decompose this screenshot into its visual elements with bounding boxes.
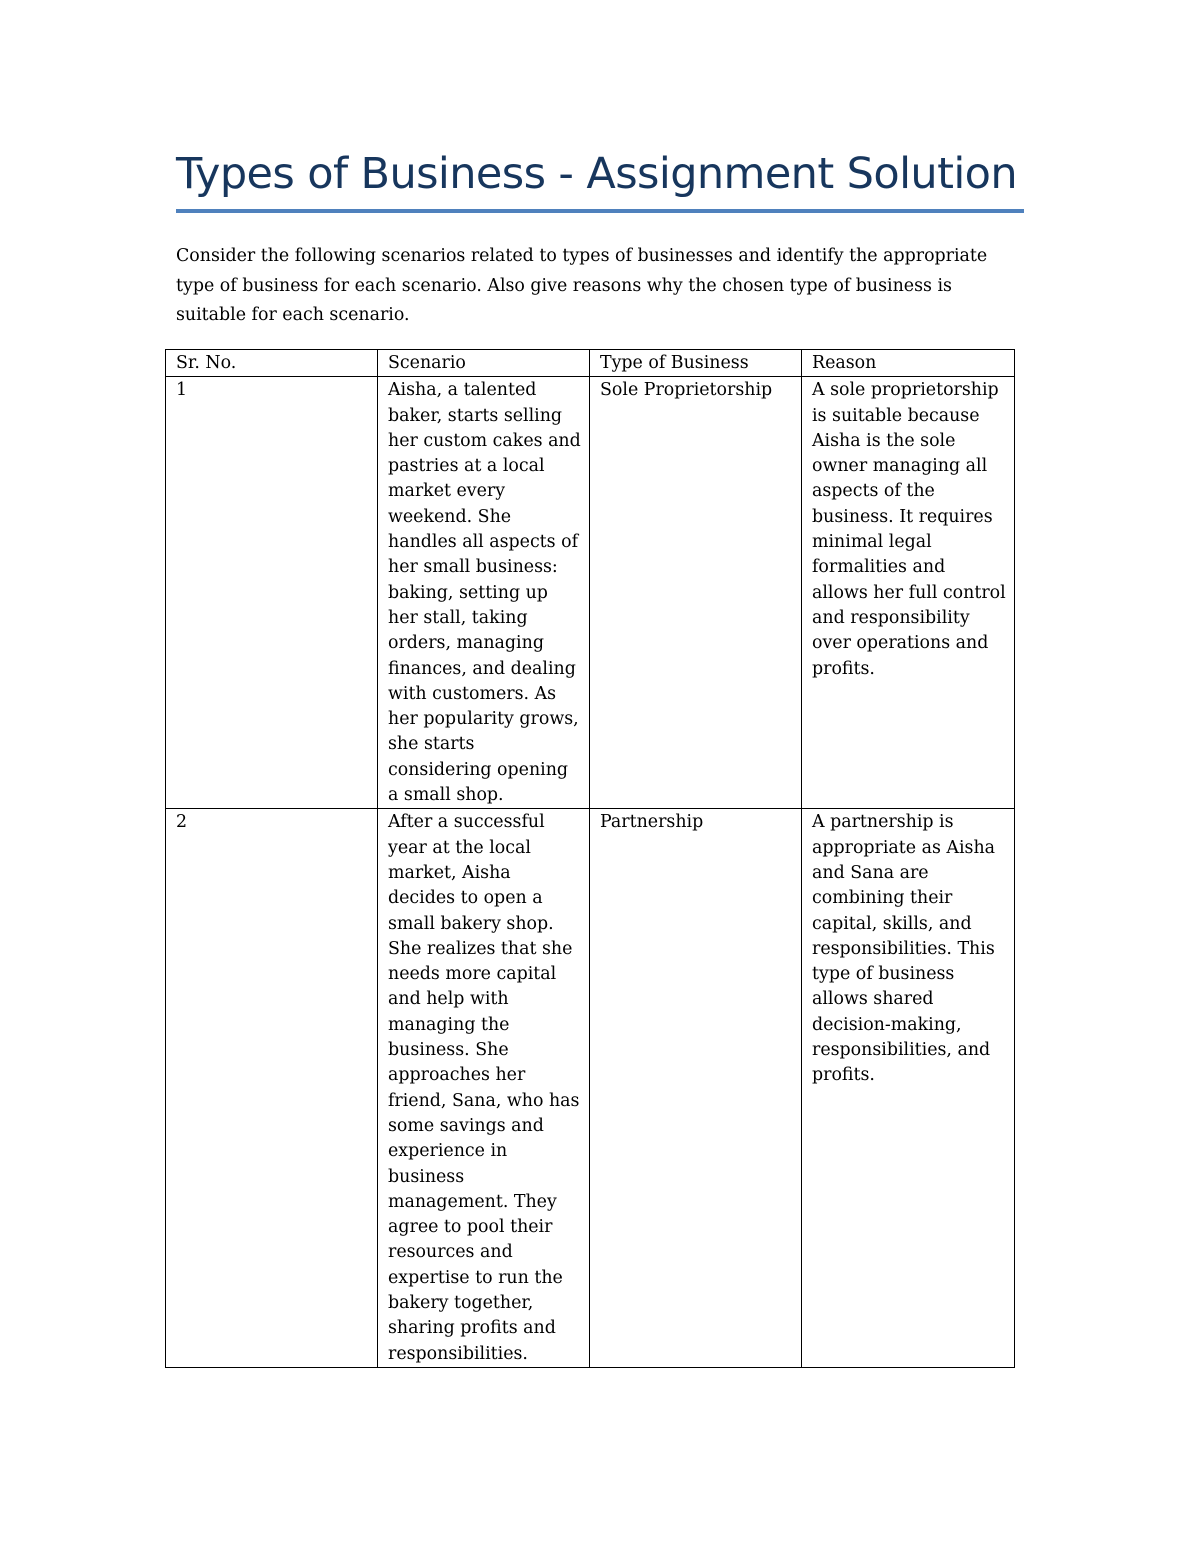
cell-scenario: After a successful year at the local market, Aisha decides to open a small bakery shop. She realizes that she needs more capital and help with managing the business. She approaches her friend, Sana, who has some savings and experience in business management. They agree to pool their resources and expertise to run the bakery together, sharing profits and responsibilities. bbox=[378, 809, 590, 1368]
header-scenario: Scenario bbox=[378, 350, 590, 377]
header-reason: Reason bbox=[802, 350, 1015, 377]
header-sr-no: Sr. No. bbox=[166, 350, 378, 377]
cell-sr-no: 2 bbox=[166, 809, 378, 1368]
cell-reason: A sole proprietorship is suitable because Aisha is the sole owner managing all aspects of the business. It requires minimal legal formalities and allows her full control and responsibility over operations and profits. bbox=[802, 377, 1015, 809]
cell-sr-no: 1 bbox=[166, 377, 378, 809]
table-header-row bbox=[166, 350, 1015, 377]
business-types-table bbox=[165, 349, 1015, 1368]
cell-reason: A partnership is appropriate as Aisha and Sana are combining their capital, skills, and responsibilities. This type of business allows shared decision-making, responsibilities, and profits. bbox=[802, 809, 1015, 1368]
cell-type-of-business: Sole Proprietorship bbox=[590, 377, 802, 809]
table-row bbox=[166, 377, 1015, 809]
cell-type-of-business: Partnership bbox=[590, 809, 802, 1368]
title-underline bbox=[176, 209, 1024, 213]
intro-paragraph: Consider the following scenarios related to types of businesses and identify the appropriate type of business for each scenario. Also give reasons why the chosen type of business is suitable for each scenario. bbox=[176, 246, 988, 325]
cell-scenario: Aisha, a talented baker, starts selling her custom cakes and pastries at a local market every weekend. She handles all aspects of her small business: baking, setting up her stall, taking orders, managing finances, and dealing with customers. As her popularity grows, she starts considering opening a small shop. bbox=[378, 377, 590, 809]
table-row bbox=[166, 809, 1015, 1368]
document-title: Types of Business - Assignment Solution bbox=[176, 149, 1018, 199]
header-type-of-business: Type of Business bbox=[590, 350, 802, 377]
